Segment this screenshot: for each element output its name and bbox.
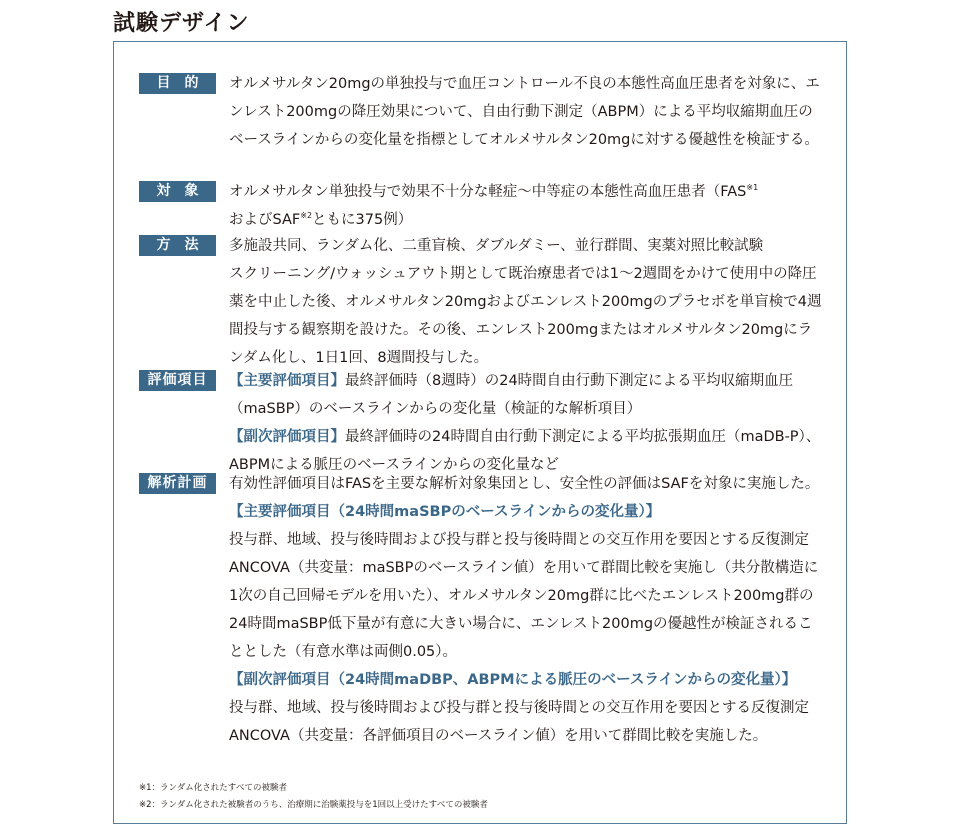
primary-endpoint-tag: 【主要評価項目】 (229, 373, 345, 389)
analysis-primary-text: 投与群、地域、投与後時間および投与群と投与後時間との交互作用を要因とする反復測定ANCOVA（共変量：maSBPのベースライン値）を用いて群間比較を実施し（共分散構造に1次の自己回帰モデルを用いた）、オルメサルタン20mg群に比べたエンレスト200mg群の24時間maSBP低下量が有意に大きい場合に、エンレスト200mgの優越性が検証されることとした（有意水準は両側0.05）。 (229, 532, 819, 660)
endpoints-text (229, 367, 824, 479)
footnote-mark-2: ※2 (300, 211, 313, 221)
analysis-secondary-heading: 【副次評価項目（24時間maDBP、ABPMによる脈圧のベースラインからの変化量）】 (229, 672, 797, 688)
analysis-secondary-text: 投与群、地域、投与後時間および投与群と投与後時間との交互作用を要因とする反復測定ANCOVA（共変量：各評価項目のベースライン値）を用いて群間比較を実施した。 (229, 700, 809, 744)
subjects-text (229, 178, 824, 234)
analysis-text (229, 470, 824, 750)
method-text (229, 232, 824, 372)
page-title: 試験デザイン (113, 11, 250, 36)
analysis-intro: 有効性評価項目はFASを主要な解析対象集団とし、安全性の評価はSAFを対象に実施した。 (229, 476, 820, 492)
subjects-text-b: およびSAF (229, 212, 301, 228)
primary-endpoint-text: 最終評価時（8週時）の24時間自由行動下測定による平均収縮期血圧（maSBP）のベースラインからの変化量（検証的な解析項目） (229, 373, 794, 417)
footnote-mark-1: ※1 (746, 183, 759, 193)
method-line-2: スクリーニング/ウォッシュアウト期として既治療患者では1〜2週間をかけて使用中の降圧薬を中止した後、オルメサルタン20mgおよびエンレスト200mgのプラセボを単盲検で4週間投与する観察期を設けた。その後、エンレスト200mgまたはオルメサルタン20mgにランダム化し、1日1回、8週間投与した。 (229, 266, 822, 366)
purpose-label: 目的 (139, 73, 216, 94)
method-label: 方法 (139, 235, 216, 256)
method-line-1: 多施設共同、ランダム化、二重盲検、ダブルダミー、並行群間、実薬対照比較試験 (229, 238, 764, 254)
purpose-paragraph: オルメサルタン20mgの単独投与で血圧コントロール不良の本態性高血圧患者を対象に、エンレスト200mgの降圧効果について、自由行動下測定（ABPM）による平均収縮期血圧のベースラインからの変化量を指標としてオルメサルタン20mgに対する優越性を検証する。 (229, 76, 820, 148)
subjects-label: 対象 (139, 181, 216, 202)
footnote-1: ※1：ランダム化されたすべての被験者 (139, 783, 288, 793)
purpose-text (229, 70, 824, 154)
study-design-box (113, 41, 847, 824)
analysis-primary-heading: 【主要評価項目（24時間maSBPのベースラインからの変化量）】 (229, 504, 661, 520)
analysis-label: 解析計画 (139, 473, 216, 494)
secondary-endpoint-text: 最終評価時の24時間自由行動下測定による平均拡張期血圧（maDB-P）、ABPMによる脈圧のベースラインからの変化量など (229, 429, 821, 473)
endpoints-label: 評価項目 (139, 370, 216, 391)
subjects-text-a: オルメサルタン単独投与で効果不十分な軽症〜中等症の本態性高血圧患者（FAS (229, 184, 747, 200)
subjects-text-c: ともに375例） (312, 212, 413, 228)
secondary-endpoint-tag: 【副次評価項目】 (229, 429, 345, 445)
footnotes (139, 780, 488, 814)
footnote-2: ※2：ランダム化された被験者のうち、治療期に治験薬投与を1回以上受けたすべての被験者 (139, 800, 488, 810)
